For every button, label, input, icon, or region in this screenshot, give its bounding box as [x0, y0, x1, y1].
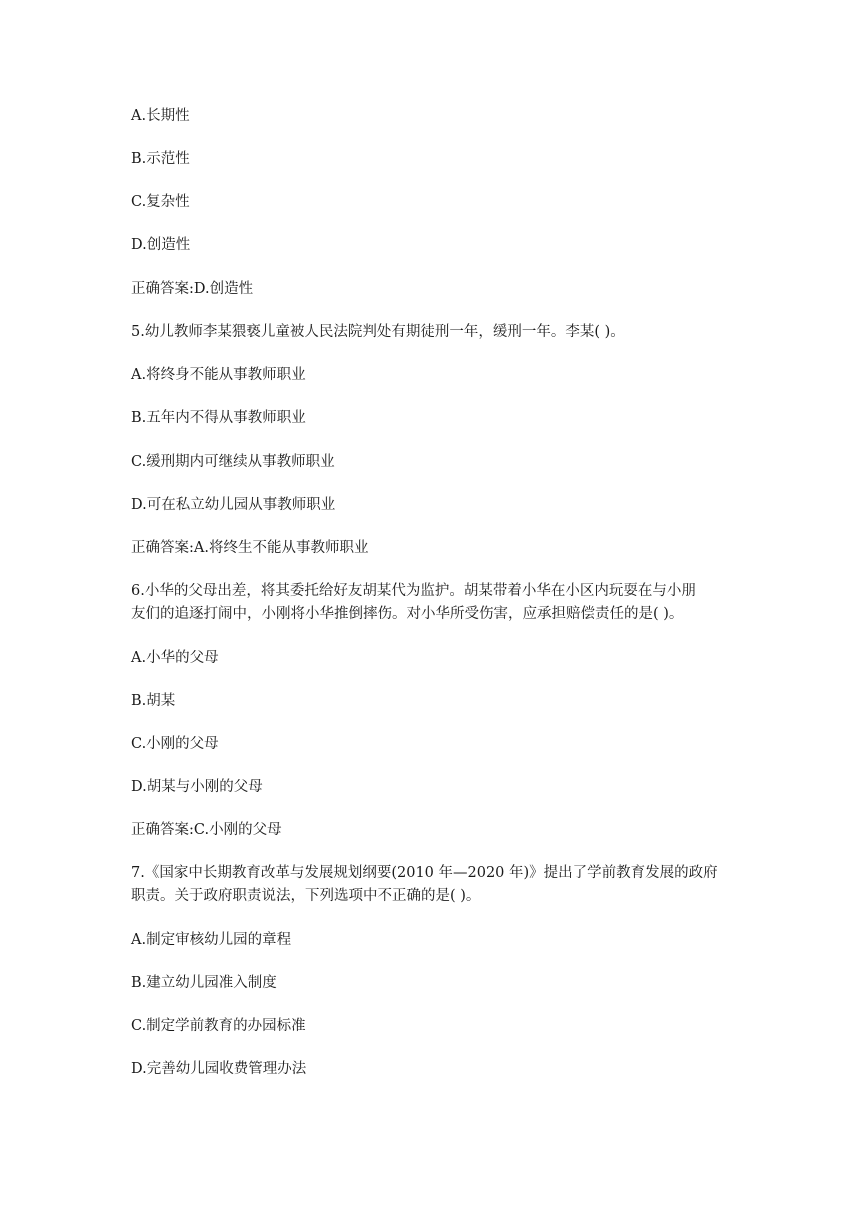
document-page [131, 0, 741, 1224]
q4-option-c: C.复杂性 [131, 194, 190, 210]
q5-option-c: C.缓刑期内可继续从事教师职业 [131, 454, 335, 470]
q5-option-d: D.可在私立幼儿园从事教师职业 [131, 497, 336, 513]
q4-option-d: D.创造性 [131, 237, 191, 253]
q5-stem: 5.幼儿教师李某猥亵儿童被人民法院判处有期徒刑一年，缓刑一年。李某( )。 [131, 324, 625, 340]
q5-option-b: B.五年内不得从事教师职业 [131, 410, 306, 426]
q6-option-c: C.小刚的父母 [131, 736, 219, 752]
q6-option-b: B.胡某 [131, 693, 176, 709]
q7-option-b: B.建立幼儿园准入制度 [131, 975, 277, 991]
q7-stem-line-1: 7.《国家中长期教育改革与发展规划纲要(2010 年—2020 年)》提出了学前教育发展的政府 [131, 865, 718, 881]
q6-option-d: D.胡某与小刚的父母 [131, 779, 263, 795]
q5-option-a: A.将终身不能从事教师职业 [131, 367, 306, 383]
q4-answer: 正确答案:D.创造性 [131, 281, 254, 297]
q6-answer: 正确答案:C.小刚的父母 [131, 822, 282, 838]
q7-option-a: A.制定审核幼儿园的章程 [131, 932, 292, 948]
q6-stem-line-1: 6.小华的父母出差，将其委托给好友胡某代为监护。胡某带着小华在小区内玩耍在与小朋 [131, 583, 696, 599]
q7-option-c: C.制定学前教育的办园标准 [131, 1018, 306, 1034]
q4-option-b: B.示范性 [131, 151, 190, 167]
q6-stem-line-2: 友们的追逐打闹中，小刚将小华推倒摔伤。对小华所受伤害，应承担赔偿责任的是( )。 [131, 606, 684, 622]
q6-option-a: A.小华的父母 [131, 650, 219, 666]
q5-answer: 正确答案:A.将终生不能从事教师职业 [131, 540, 369, 556]
q7-stem-line-2: 职责。关于政府职责说法，下列选项中不正确的是( )。 [131, 888, 481, 904]
q4-option-a: A.长期性 [131, 108, 190, 124]
q7-option-d: D.完善幼儿园收费管理办法 [131, 1061, 307, 1077]
